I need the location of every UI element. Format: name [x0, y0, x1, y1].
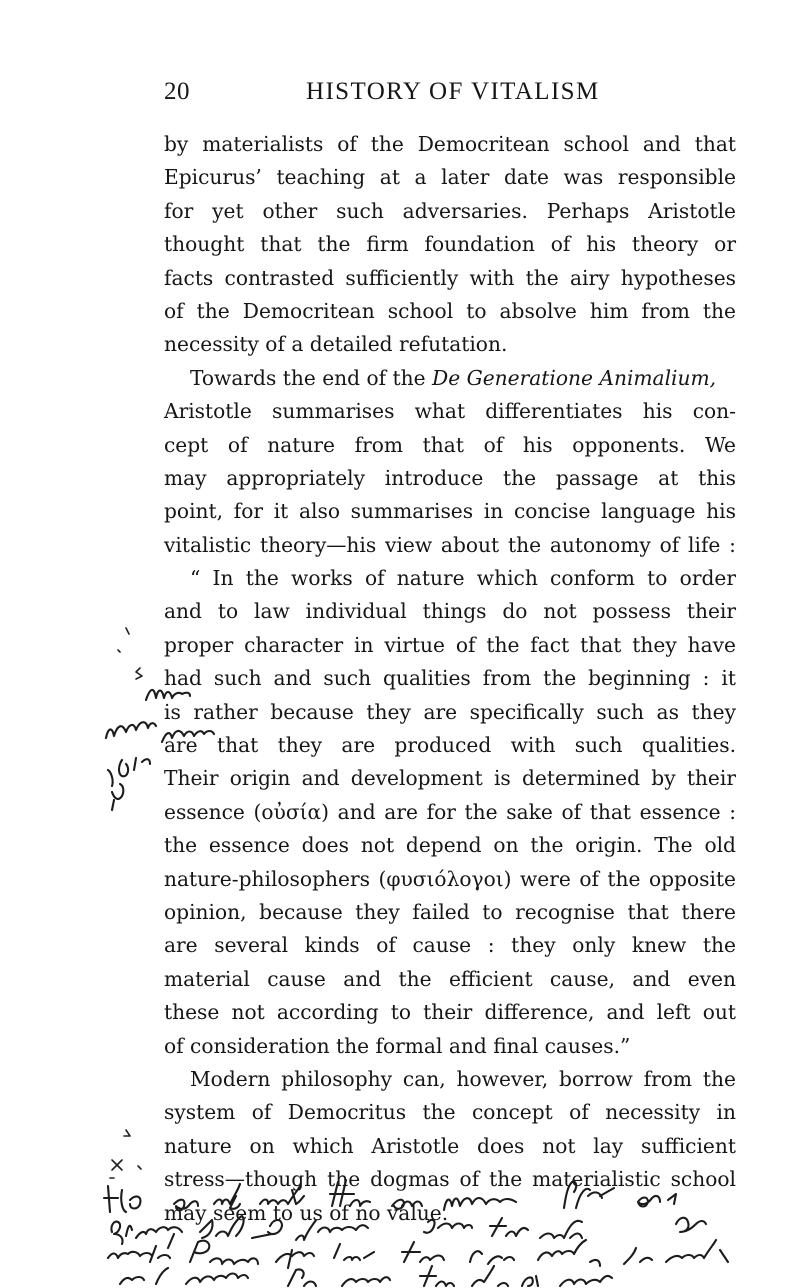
- text-line: of consideration the formal and final causes.”: [164, 1033, 631, 1058]
- text-line: may appropriately introduce the passage at this: [164, 465, 736, 490]
- text-line: cept of nature from that of his opponents. We: [164, 432, 736, 457]
- text-line: necessity of a detailed refutation.: [164, 332, 508, 357]
- text-line: the essence does not depend on the origin. The old: [164, 833, 736, 858]
- text-line: proper character in virtue of the fact that they have: [164, 632, 736, 657]
- text-line: are that they are produced with such qualities.: [164, 733, 736, 758]
- text-line-start: Towards the end of the: [190, 365, 433, 390]
- text-line: thought that the firm foundation of his theory or: [164, 232, 736, 257]
- text-line: are several kinds of cause : they only knew the: [164, 933, 736, 958]
- book-title-italic: De Generatione Animalium,: [432, 365, 717, 390]
- text-line: material cause and the efficient cause, and even: [164, 966, 736, 991]
- text-line: Epicurus’ teaching at a later date was responsible: [164, 165, 736, 190]
- text-line: “ In the works of nature which conform to order: [190, 566, 736, 591]
- text-line: and to law individual things do not possess their: [164, 599, 736, 624]
- margin-scribble-lower: [110, 1130, 141, 1178]
- text-line: vitalistic theory—his view about the autonomy of life :: [164, 532, 736, 557]
- text-line: had such and such qualities from the beginning : it: [164, 666, 736, 691]
- text-line: is rather because they are specifically such as they: [164, 699, 736, 724]
- page-number: 20: [164, 78, 190, 105]
- body-text: [164, 128, 736, 1230]
- text-line: nature on which Aristotle does not lay sufficient: [164, 1133, 736, 1158]
- text-line: stress—though the dogmas of the materialistic school: [164, 1167, 736, 1192]
- text-line: facts contrasted sufficiently with the airy hypotheses: [164, 265, 736, 290]
- text-line: Modern philosophy can, however, borrow from the: [190, 1066, 736, 1091]
- running-title: HISTORY OF VITALISM: [306, 78, 600, 105]
- text-line: essence (οὐσία) and are for the sake of that essence :: [164, 799, 736, 824]
- page-header: [164, 78, 726, 108]
- text-line: point, for it also summarises in concise language his: [164, 499, 736, 524]
- text-line: [164, 362, 736, 395]
- text-line: may seem to us of no value.: [164, 1200, 449, 1225]
- text-line: Their origin and development is determined by their: [164, 766, 736, 791]
- text-line: these not according to their difference, and left out: [164, 1000, 736, 1025]
- text-line: opinion, because they failed to recognise that there: [164, 899, 736, 924]
- text-line: system of Democritus the concept of necessity in: [164, 1100, 736, 1125]
- text-line: Aristotle summarises what differentiates his con-: [164, 399, 736, 424]
- text-line: by materialists of the Democritean school and that: [164, 132, 736, 156]
- text-line: for yet other such adversaries. Perhaps Aristotle: [164, 198, 736, 223]
- text-line: of the Democritean school to absolve him from the: [164, 298, 736, 323]
- text-line: nature-philosophers (φυσιόλογοι) were of the opposite: [164, 866, 736, 891]
